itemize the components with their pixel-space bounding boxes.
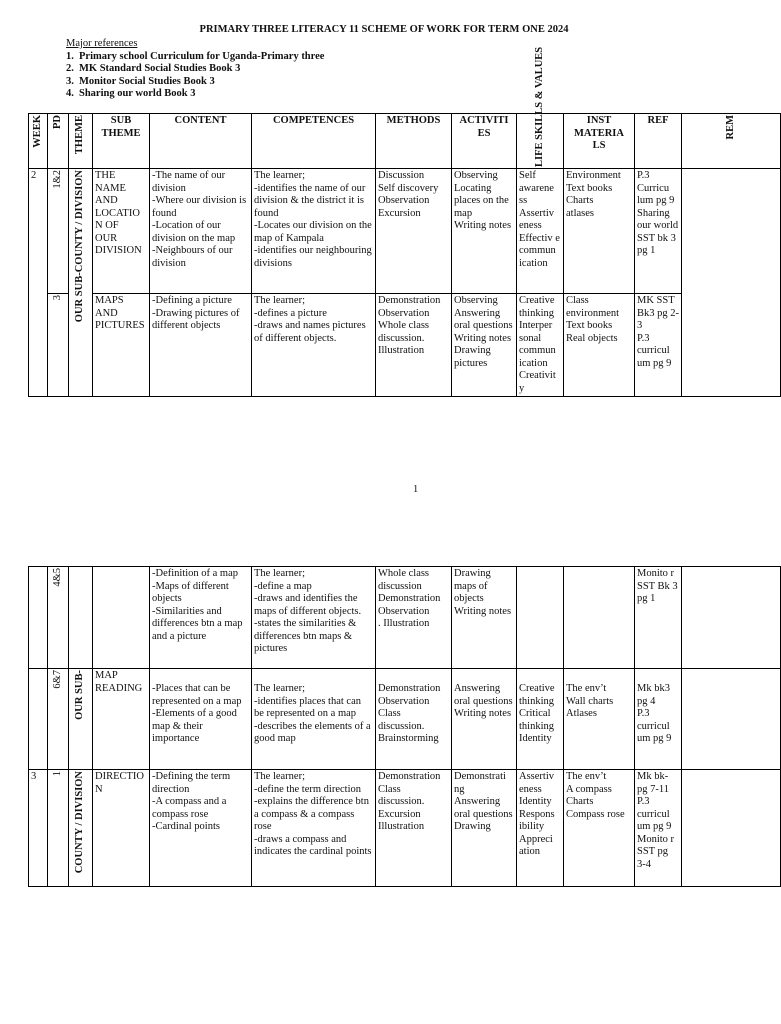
- reference-text: Primary school Curriculum for Uganda-Primary three: [79, 50, 325, 62]
- page-number: 1: [413, 484, 419, 495]
- references-block: [66, 38, 324, 101]
- reference-text: MK Standard Social Studies Book 3: [79, 63, 241, 74]
- competences-cell: [252, 169, 376, 294]
- ref-cell: [635, 567, 682, 669]
- cell-line: -Elements of a good map & their importance: [152, 708, 237, 744]
- cell-line: THEME: [101, 127, 141, 139]
- cell-line: -identifies places that can be represented on a map: [254, 695, 361, 719]
- cell-line: Illustration: [378, 345, 425, 356]
- cell-line: Wall charts: [566, 695, 614, 707]
- header-rem: REM: [682, 114, 781, 169]
- sub-theme-cell: [93, 567, 150, 669]
- cell-line: P.3 curricul um pg 9: [637, 332, 672, 369]
- cell-line: -draws and identifies the maps of different objects.: [254, 593, 362, 617]
- header-week: WEEK: [29, 114, 48, 169]
- table-header-row: [29, 114, 781, 169]
- cell-line: -The name of our division: [152, 170, 226, 194]
- materials-cell: [564, 669, 635, 770]
- reference-number: 2.: [66, 63, 74, 74]
- cell-line: Observing: [454, 295, 498, 306]
- materials-cell: [564, 567, 635, 669]
- cell-line: The learner;: [254, 683, 306, 694]
- cell-line: Writing notes: [454, 605, 512, 617]
- rem-cell: [682, 669, 781, 770]
- cell-line: -identifies our neighbouring divisions: [254, 245, 372, 269]
- header-content: CONTENT: [150, 114, 252, 169]
- cell-line: DIVISION: [95, 245, 142, 256]
- cell-line: Mk bk3 pg 4: [637, 683, 670, 707]
- cell-line: Creative thinking: [519, 295, 555, 319]
- cell-line: The learner;: [254, 568, 306, 579]
- cell-line: MATERIA: [574, 127, 624, 139]
- header-theme: THEME: [69, 114, 93, 169]
- cell-line: Observing: [454, 170, 498, 181]
- theme-cell: COUNTY / DIVISION: [69, 770, 93, 887]
- cell-line: P.3 curricul um pg 9: [637, 708, 672, 744]
- cell-line: Charts: [566, 796, 594, 807]
- table-row: [29, 669, 781, 770]
- competences-cell: [252, 294, 376, 397]
- life-skills-cell: [517, 770, 564, 887]
- cell-line: Class environment: [566, 295, 620, 319]
- pd-cell: 6&7: [48, 669, 69, 770]
- cell-line: Critical thinking: [519, 708, 555, 732]
- activities-cell: [452, 567, 517, 669]
- cell-line: Discussion: [378, 170, 425, 181]
- cell-line: THE: [95, 170, 116, 181]
- cell-line: -identifies the name of our division & the district it is found: [254, 182, 366, 219]
- cell-line: Interper sonal commun ication: [519, 320, 556, 369]
- table-row: [29, 294, 781, 397]
- cell-line: Atlases: [566, 708, 597, 719]
- cell-line: -Cardinal points: [152, 821, 220, 832]
- sub-theme-cell: [93, 169, 150, 294]
- theme-cell: OUR SUB-: [69, 669, 93, 770]
- cell-line: Demonstration: [378, 295, 441, 306]
- week-cell: 2: [29, 169, 48, 397]
- cell-line: MAPS: [95, 295, 124, 306]
- cell-line: Demonstration: [378, 683, 441, 694]
- header-ref: REF: [635, 114, 682, 169]
- materials-cell: [564, 770, 635, 887]
- cell-line: Monito r SST Bk 3 pg 1: [637, 568, 678, 604]
- reference-number: 4.: [66, 88, 74, 99]
- cell-line: AND: [95, 195, 118, 206]
- cell-line: Compass rose: [566, 808, 625, 820]
- cell-line: -states the similarities & differences btn maps & pictures: [254, 618, 357, 654]
- scheme-table-2: [28, 566, 781, 887]
- cell-line: Self discovery: [378, 182, 439, 194]
- reference-text: Sharing our world Book 3: [79, 88, 196, 99]
- cell-line: LS: [592, 140, 606, 151]
- cell-line: Assertiv eness: [519, 771, 554, 795]
- cell-line: MK SST Bk3 pg 2-3: [637, 295, 679, 331]
- cell-line: OUR: [95, 232, 118, 244]
- cell-line: Class discussion.: [378, 783, 425, 807]
- sub-theme-cell: [93, 770, 150, 887]
- cell-line: -Location of our division on the map: [152, 220, 236, 244]
- cell-line: The env’t: [566, 683, 607, 694]
- cell-line: Locating places on the map: [454, 182, 509, 219]
- life-skills-cell: [517, 294, 564, 397]
- reference-item: [66, 76, 324, 89]
- header-competences: COMPETENCES: [252, 114, 376, 169]
- cell-line: Self awarene ss: [519, 170, 554, 206]
- materials-cell: [564, 169, 635, 294]
- cell-line: -Similarities and differences btn a map and a picture: [152, 605, 243, 642]
- pd-cell: 4&5: [48, 567, 69, 669]
- cell-line: AND: [95, 307, 118, 319]
- cell-line: -define the term direction: [254, 783, 361, 795]
- cell-line: Appreci ation: [519, 833, 553, 857]
- cell-line: -defines a picture: [254, 307, 327, 319]
- cell-line: Environment: [566, 170, 621, 181]
- cell-line: Drawing: [454, 821, 491, 832]
- activities-cell: [452, 770, 517, 887]
- cell-line: Demonstration: [378, 771, 441, 782]
- cell-line: -Defining a picture: [152, 295, 232, 306]
- content-cell: [150, 567, 252, 669]
- cell-line: Whole class discussion.: [378, 320, 430, 344]
- competences-cell: [252, 770, 376, 887]
- cell-line: -Locates our division on the map of Kampala: [254, 220, 372, 244]
- reference-number: 1.: [66, 50, 74, 62]
- cell-line: Effectiv e commun ication: [519, 232, 560, 269]
- cell-line: PICTURES: [95, 320, 145, 331]
- cell-line: The learner;: [254, 771, 306, 782]
- cell-line: Illustration: [378, 821, 425, 832]
- header-pd: PD: [48, 114, 69, 169]
- week-cell: [29, 567, 48, 669]
- cell-line: The env’t: [566, 771, 607, 782]
- cell-line: -Where our division is found: [152, 195, 247, 219]
- cell-line: atlases: [566, 207, 594, 219]
- cell-line: ES: [477, 127, 491, 139]
- methods-cell: [376, 669, 452, 770]
- cell-line: P.3 Curricu lum pg 9: [637, 170, 675, 206]
- rem-cell: [682, 567, 781, 669]
- table-row: [29, 567, 781, 669]
- cell-line: -explains the difference btn a compass & a compass rose: [254, 796, 369, 832]
- cell-line: Writing notes: [454, 332, 512, 344]
- cell-line: Demonstrati ng: [454, 771, 506, 795]
- methods-cell: [376, 770, 452, 887]
- methods-cell: [376, 169, 452, 294]
- cell-line: The learner;: [254, 170, 306, 181]
- week-cell: 3: [29, 770, 48, 887]
- cell-line: -A compass and a compass rose: [152, 796, 227, 820]
- cell-line: Identity: [519, 796, 552, 807]
- cell-line: Observation: [378, 307, 430, 319]
- pd-cell: 3: [48, 294, 69, 397]
- cell-line: -Neighbours of our division: [152, 245, 233, 269]
- activities-cell: [452, 169, 517, 294]
- header-inst-materials: [564, 114, 635, 169]
- content-cell: [150, 294, 252, 397]
- content-cell: [150, 770, 252, 887]
- content-cell: [150, 169, 252, 294]
- cell-line: Observation: [378, 605, 430, 617]
- references-heading: Major references: [66, 38, 138, 49]
- life-skills-cell: [517, 169, 564, 294]
- ref-cell: [635, 169, 682, 294]
- cell-line: -Defining the term direction: [152, 771, 231, 795]
- cell-line: Assertiv eness: [519, 207, 554, 231]
- ref-cell: [635, 294, 682, 397]
- rem-cell: [682, 169, 781, 397]
- pd-cell: 1&2: [48, 169, 69, 294]
- cell-line: NAME: [95, 182, 126, 194]
- cell-line: -describes the elements of a good map: [254, 720, 371, 744]
- week-cell: [29, 669, 48, 770]
- document-title: PRIMARY THREE LITERACY 11 SCHEME OF WORK FOR TERM ONE 2024: [199, 24, 569, 35]
- cell-line: Text books: [566, 182, 613, 194]
- cell-line: . Illustration: [378, 618, 430, 629]
- cell-line: Answering oral questions: [454, 796, 513, 820]
- ref-cell: [635, 770, 682, 887]
- theme-cell: OUR SUB-COUNTY / DIVISION: [69, 169, 93, 397]
- cell-line: Creative thinking: [519, 683, 555, 707]
- cell-line: LOCATIO: [95, 207, 140, 219]
- cell-line: Excursion: [378, 207, 421, 219]
- cell-line: -Definition of a map: [152, 568, 239, 579]
- table-row: [29, 770, 781, 887]
- activities-cell: [452, 294, 517, 397]
- life-skills-cell: [517, 669, 564, 770]
- cell-line: INST: [586, 115, 612, 126]
- cell-line: Whole class discussion: [378, 568, 430, 592]
- theme-cell: [69, 567, 93, 669]
- cell-line: -define a map: [254, 580, 312, 592]
- cell-line: Writing notes: [454, 708, 512, 719]
- table-row: [29, 169, 781, 294]
- activities-cell: [452, 669, 517, 770]
- cell-line: Charts: [566, 195, 594, 206]
- cell-line: Class discussion.: [378, 708, 425, 732]
- cell-line: N OF: [95, 220, 119, 231]
- cell-line: Excursion: [378, 808, 421, 820]
- materials-cell: [564, 294, 635, 397]
- cell-line: Answering oral questions: [454, 307, 513, 331]
- header-activities: [452, 114, 517, 169]
- competences-cell: [252, 567, 376, 669]
- cell-line: Monito r SST pg 3-4: [637, 833, 675, 870]
- sub-theme-cell: [93, 294, 150, 397]
- cell-line: Writing notes: [454, 220, 512, 231]
- cell-line: ACTIVITI: [459, 115, 509, 126]
- header-sub-theme: [93, 114, 150, 169]
- cell-line: Drawing maps of objects: [454, 568, 491, 604]
- sub-theme-cell: [93, 669, 150, 770]
- cell-line: Demonstration: [378, 593, 441, 604]
- rem-cell: [682, 770, 781, 887]
- cell-line: Text books: [566, 320, 613, 331]
- cell-line: Brainstorming: [378, 733, 439, 744]
- cell-line: MAP: [95, 670, 118, 681]
- cell-line: READING: [95, 682, 143, 694]
- content-cell: [150, 669, 252, 770]
- header-methods: METHODS: [376, 114, 452, 169]
- cell-line: Drawing pictures: [454, 345, 491, 369]
- cell-line: Respons ibility: [519, 808, 555, 832]
- methods-cell: [376, 294, 452, 397]
- cell-line: Identity: [519, 733, 552, 744]
- header-life-skills: LIFE SKILLS & VALUES: [517, 114, 564, 169]
- reference-item: [66, 88, 324, 101]
- pd-cell: 1: [48, 770, 69, 887]
- reference-item: [66, 51, 324, 64]
- cell-line: P.3 curricul um pg 9: [637, 796, 672, 832]
- cell-line: -Drawing pictures of different objects: [152, 307, 240, 331]
- cell-line: Observation: [378, 695, 430, 707]
- reference-item: [66, 63, 324, 76]
- cell-line: DIRECTIO: [95, 771, 144, 782]
- cell-line: Answering oral questions: [454, 683, 513, 707]
- cell-line: -Maps of different objects: [152, 580, 229, 604]
- references-list: [66, 51, 324, 101]
- cell-line: N: [95, 783, 103, 795]
- cell-line: Sharing our world SST bk 3 pg 1: [637, 207, 679, 256]
- life-skills-cell: [517, 567, 564, 669]
- cell-line: Mk bk- pg 7-11: [637, 771, 669, 795]
- cell-line: -Places that can be represented on a map: [152, 683, 242, 707]
- methods-cell: [376, 567, 452, 669]
- ref-cell: [635, 669, 682, 770]
- cell-line: Real objects: [566, 332, 618, 344]
- competences-cell: [252, 669, 376, 770]
- cell-line: -draws and names pictures of different objects.: [254, 320, 366, 344]
- cell-line: Observation: [378, 195, 430, 206]
- cell-line: SUB: [110, 115, 132, 126]
- cell-line: A compass: [566, 783, 612, 795]
- cell-line: -draws a compass and indicates the cardinal points: [254, 833, 372, 857]
- reference-text: Monitor Social Studies Book 3: [79, 75, 215, 87]
- reference-number: 3.: [66, 75, 74, 87]
- cell-line: The learner;: [254, 295, 306, 306]
- cell-line: Creativit y: [519, 370, 556, 394]
